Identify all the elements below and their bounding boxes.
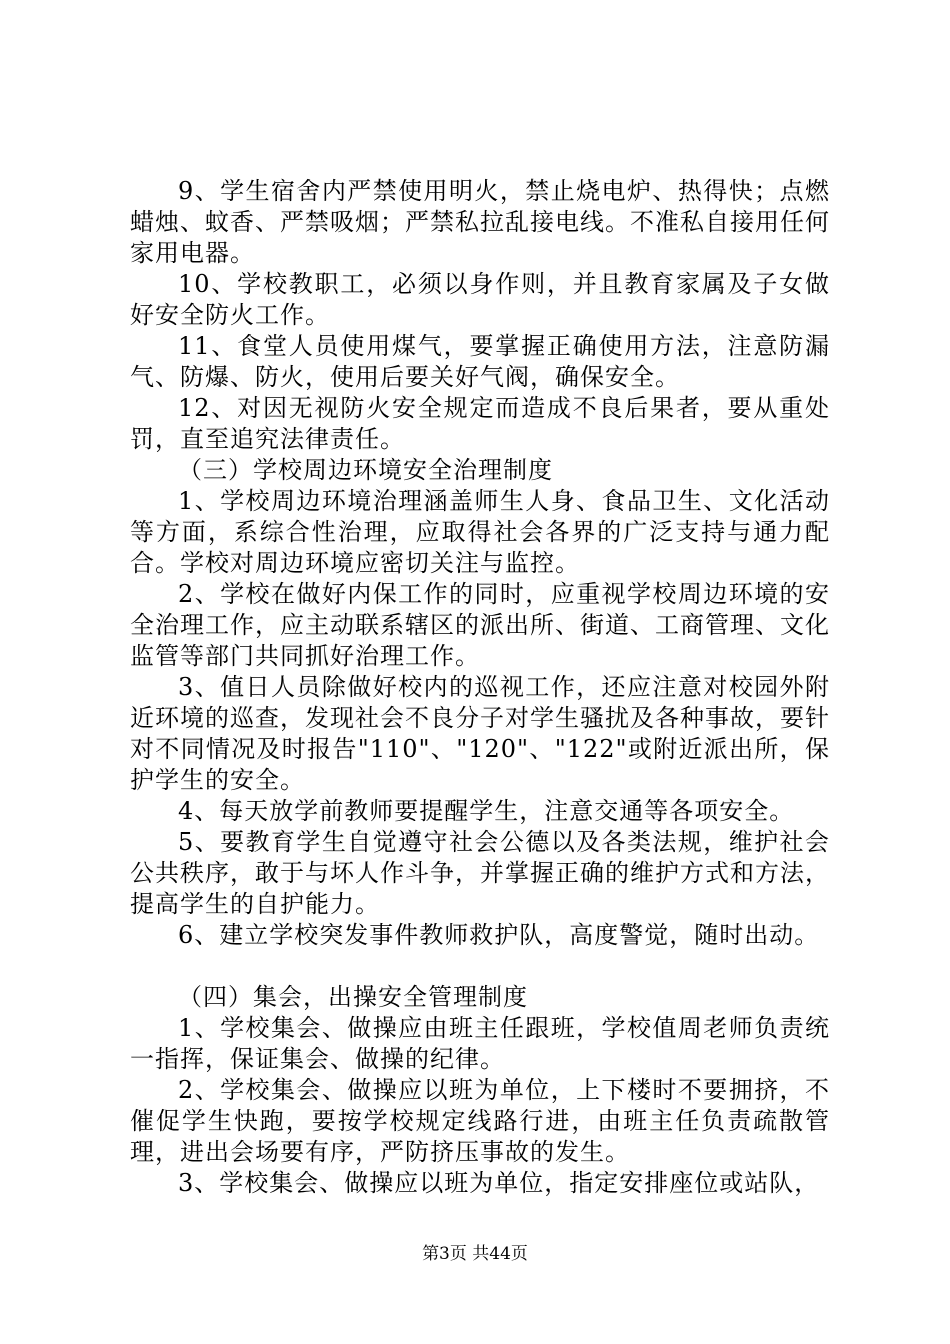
page-footer	[0, 1244, 950, 1264]
document-body	[130, 176, 830, 1199]
paragraph-fire-rule-12: 12、对因无视防火安全规定而造成不良后果者，要从重处罚，直至追究法律责任。	[130, 394, 830, 453]
section-heading-4: （四）集会，出操安全管理制度	[178, 983, 528, 1011]
paragraph-env-rule-2: 2、学校在做好内保工作的同时，应重视学校周边环境的安全治理工作，应主动联系辖区的派出所、街道、工商管理、文化监管等部门共同抓好治理工作。	[130, 580, 830, 670]
page-number-label: 第3页 共44页	[422, 1244, 528, 1264]
paragraph-env-rule-1: 1、学校周边环境治理涵盖师生人身、食品卫生、文化活动等方面，系综合性治理，应取得社会各界的广泛支持与通力配合。学校对周边环境应密切关注与监控。	[130, 487, 830, 577]
paragraph-fire-rule-10: 10、学校教职工，必须以身作则，并且教育家属及子女做好安全防火工作。	[130, 270, 830, 329]
section-heading-3: （三）学校周边环境安全治理制度	[178, 456, 553, 484]
paragraph-assembly-rule-3: 3、学校集会、做操应以班为单位，指定安排座位或站队，	[178, 1169, 820, 1197]
paragraph-assembly-rule-2: 2、学校集会、做操应以班为单位，上下楼时不要拥挤，不催促学生快跑，要按学校规定线路行进，由班主任负责疏散管理，进出会场要有序，严防挤压事故的发生。	[130, 1076, 830, 1166]
paragraph-fire-rule-11: 11、食堂人员使用煤气，要掌握正确使用方法，注意防漏气、防爆、防火，使用后要关好气阀，确保安全。	[130, 332, 830, 391]
paragraph-env-rule-6: 6、建立学校突发事件教师救护队，高度警觉，随时出动。	[178, 921, 820, 949]
blank-line	[130, 951, 830, 982]
paragraph-env-rule-5: 5、要教育学生自觉遵守社会公德以及各类法规，维护社会公共秩序，敢于与坏人作斗争，并掌握正确的维护方式和方法，提高学生的自护能力。	[130, 828, 830, 918]
paragraph-env-rule-4: 4、每天放学前教师要提醒学生，注意交通等各项安全。	[178, 797, 795, 825]
paragraph-assembly-rule-1: 1、学校集会、做操应由班主任跟班，学校值周老师负责统一指挥，保证集会、做操的纪律。	[130, 1014, 830, 1073]
paragraph-fire-rule-9: 9、学生宿舍内严禁使用明火，禁止烧电炉、热得快；点燃蜡烛、蚊香、严禁吸烟；严禁私拉乱接电线。不准私自接用任何家用电器。	[130, 177, 830, 267]
paragraph-env-rule-3: 3、值日人员除做好校内的巡视工作，还应注意对校园外附近环境的巡查，发现社会不良分子对学生骚扰及各种事故，要针对不同情况及时报告"110"、"120"、"122"或附近派出所，保护学生的安全。	[130, 673, 830, 794]
